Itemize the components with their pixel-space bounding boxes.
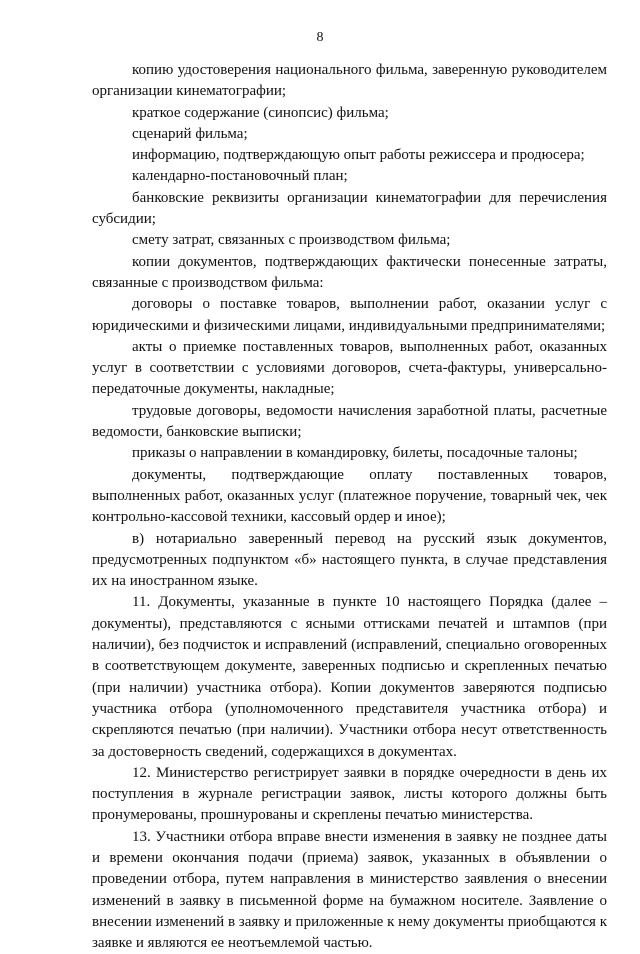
paragraph: 11. Документы, указанные в пункте 10 настоящего Порядка (далее – документы), представляются с ясными оттисками печатей и штампов (при наличии), без подчисток и исправлений (исправлений, специально оговоренных в соответствующем документе, заверенных подписью и скрепленных печатью (при наличии) участника отбора). Копии документов заверяются подписью участника отбора (уполномоченного представителя участника отбора) и скрепляются печатью (при наличии). Участники отбора несут ответственность за достоверность сведений, содержащихся в документах. (92, 594, 607, 760)
paragraph: трудовые договоры, ведомости начисления заработной платы, расчетные ведомости, банковские выписки; (92, 402, 607, 441)
paragraph: 12. Министерство регистрирует заявки в порядке очередности в день их поступления в журнале регистрации заявок, листы которого должны быть пронумерованы, прошнурованы и скреплены печатью министерства. (92, 764, 607, 824)
paragraph: сценарий фильма; (132, 125, 248, 142)
paragraph: копии документов, подтверждающих фактически понесенные затраты, связанные с производством фильма: (92, 253, 607, 291)
document-body (92, 60, 607, 954)
paragraph: копию удостоверения национального фильма, заверенную руководителем организации кинематографии; (92, 62, 607, 100)
paragraph: смету затрат, связанных с производством фильма; (132, 232, 451, 249)
paragraph: документы, подтверждающие оплату поставленных товаров, выполненных работ, оказанных услуг (платежное поручение, товарный чек, чек контрольно-кассовой техники, кассовый ордер и иное); (92, 466, 607, 526)
paragraph: приказы о направлении в командировку, билеты, посадочные талоны; (132, 445, 578, 462)
paragraph: краткое содержание (синопсис) фильма; (132, 104, 389, 121)
paragraph: календарно-постановочный план; (132, 168, 348, 185)
paragraph: в) нотариально заверенный перевод на русский язык документов, предусмотренных подпунктом «б» настоящего пункта, в случае представления их на иностранном языке. (92, 530, 607, 590)
paragraph: 13. Участники отбора вправе внести изменения в заявку не позднее даты и времени окончания подачи (приема) заявок, указанных в объявлении о проведении отбора, путем направления в министерство заявления о внесении изменений в заявку в письменной форме на бумажном носителе. Заявление о внесении изменений в заявку и приложенные к нему документы приобщаются к заявке и являются ее неотъемлемой частью. (92, 828, 607, 952)
paragraph: договоры о поставке товаров, выполнении работ, оказании услуг с юридическими и физическими лицами, индивидуальными предпринимателями; (92, 296, 607, 334)
paragraph: информацию, подтверждающую опыт работы режиссера и продюсера; (132, 147, 585, 164)
paragraph: банковские реквизиты организации кинематографии для перечисления субсидии; (92, 189, 607, 228)
page-number: 8 (316, 30, 324, 45)
paragraph: акты о приемке поставленных товаров, выполненных работ, оказанных услуг в соответствии с условиями договоров, счета-фактуры, универсально-передаточные документы, накладные; (92, 338, 607, 398)
